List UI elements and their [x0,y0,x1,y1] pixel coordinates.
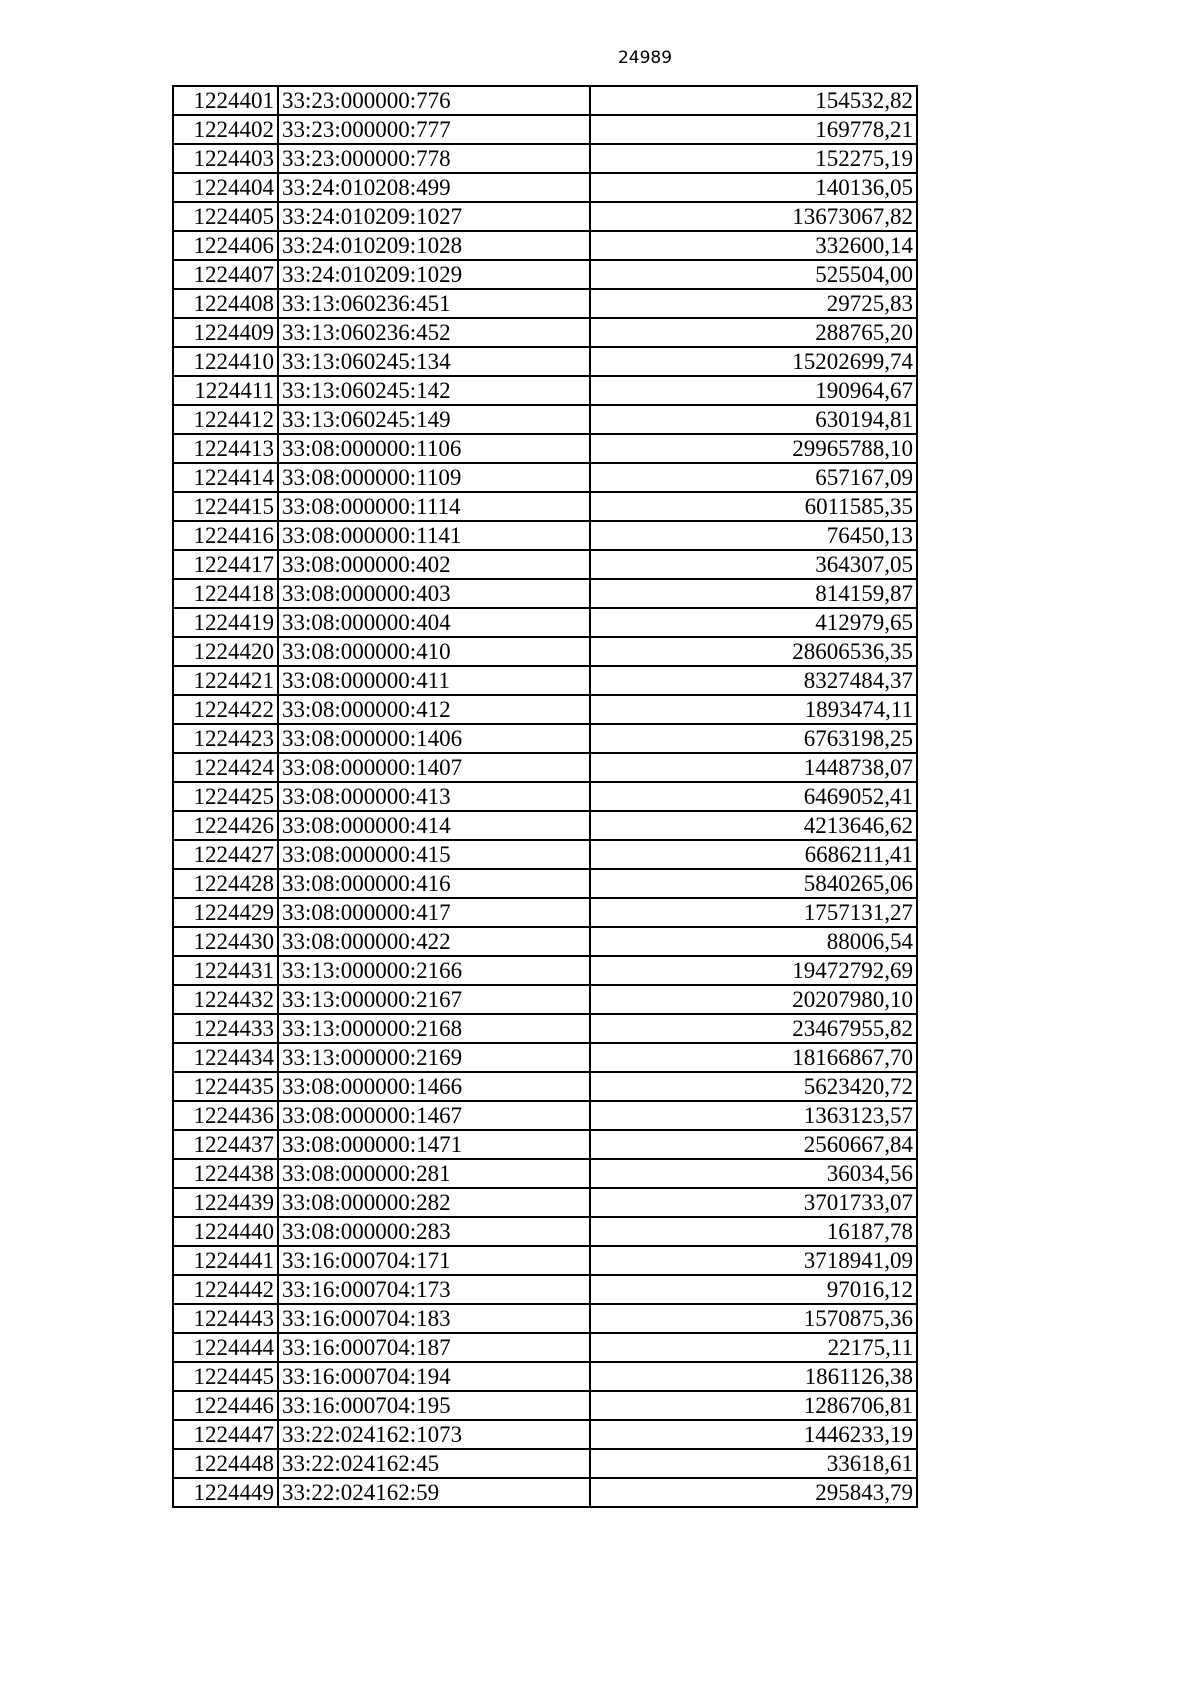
row-id-cell: 1224404 [173,173,278,202]
row-id-cell: 1224436 [173,1101,278,1130]
row-id-cell: 1224428 [173,869,278,898]
row-id-cell: 1224444 [173,1333,278,1362]
row-id-cell: 1224442 [173,1275,278,1304]
cadastral-number-cell: 33:08:000000:413 [278,782,590,811]
page-number: 24989 [617,48,673,68]
value-cell: 154532,82 [590,86,917,115]
cadastral-number-cell: 33:08:000000:1471 [278,1130,590,1159]
table-row [173,811,917,840]
table-row [173,1072,917,1101]
cadastral-number-cell: 33:23:000000:776 [278,86,590,115]
row-id-cell: 1224412 [173,405,278,434]
row-id-cell: 1224432 [173,985,278,1014]
cadastral-number-cell: 33:13:000000:2169 [278,1043,590,1072]
cadastral-number-cell: 33:08:000000:403 [278,579,590,608]
value-cell: 412979,65 [590,608,917,637]
table-row [173,869,917,898]
table-row [173,1391,917,1420]
value-cell: 6011585,35 [590,492,917,521]
table-row [173,666,917,695]
cadastral-number-cell: 33:16:000704:195 [278,1391,590,1420]
cadastral-number-cell: 33:16:000704:171 [278,1246,590,1275]
row-id-cell: 1224415 [173,492,278,521]
table-row [173,550,917,579]
value-cell: 23467955,82 [590,1014,917,1043]
value-cell: 525504,00 [590,260,917,289]
cadastral-number-cell: 33:16:000704:194 [278,1362,590,1391]
value-cell: 288765,20 [590,318,917,347]
value-cell: 1861126,38 [590,1362,917,1391]
value-cell: 169778,21 [590,115,917,144]
cadastral-number-cell: 33:08:000000:1406 [278,724,590,753]
value-cell: 332600,14 [590,231,917,260]
table-row [173,1043,917,1072]
cadastral-number-cell: 33:13:060236:451 [278,289,590,318]
value-cell: 1448738,07 [590,753,917,782]
cadastral-number-cell: 33:08:000000:282 [278,1188,590,1217]
value-cell: 4213646,62 [590,811,917,840]
value-cell: 18166867,70 [590,1043,917,1072]
cadastral-number-cell: 33:08:000000:412 [278,695,590,724]
cadastral-number-cell: 33:08:000000:1106 [278,434,590,463]
cadastral-number-cell: 33:24:010209:1029 [278,260,590,289]
value-cell: 3701733,07 [590,1188,917,1217]
value-cell: 36034,56 [590,1159,917,1188]
row-id-cell: 1224410 [173,347,278,376]
row-id-cell: 1224406 [173,231,278,260]
table-row [173,579,917,608]
value-cell: 6763198,25 [590,724,917,753]
table-row [173,753,917,782]
table-row [173,1304,917,1333]
cadastral-number-cell: 33:08:000000:411 [278,666,590,695]
row-id-cell: 1224433 [173,1014,278,1043]
table-row [173,1014,917,1043]
cadastral-number-cell: 33:13:000000:2167 [278,985,590,1014]
table-row [173,1188,917,1217]
row-id-cell: 1224438 [173,1159,278,1188]
cadastral-number-cell: 33:22:024162:59 [278,1478,590,1507]
table-row [173,840,917,869]
value-cell: 6686211,41 [590,840,917,869]
cadastral-number-cell: 33:08:000000:1466 [278,1072,590,1101]
value-cell: 1446233,19 [590,1420,917,1449]
cadastral-number-cell: 33:13:060236:452 [278,318,590,347]
table-row [173,202,917,231]
row-id-cell: 1224408 [173,289,278,318]
row-id-cell: 1224447 [173,1420,278,1449]
row-id-cell: 1224423 [173,724,278,753]
row-id-cell: 1224405 [173,202,278,231]
value-cell: 6469052,41 [590,782,917,811]
cadastral-number-cell: 33:08:000000:404 [278,608,590,637]
value-cell: 76450,13 [590,521,917,550]
row-id-cell: 1224441 [173,1246,278,1275]
table-row [173,1449,917,1478]
value-cell: 33618,61 [590,1449,917,1478]
table-row [173,1333,917,1362]
value-cell: 140136,05 [590,173,917,202]
row-id-cell: 1224435 [173,1072,278,1101]
row-id-cell: 1224420 [173,637,278,666]
table-row [173,231,917,260]
row-id-cell: 1224416 [173,521,278,550]
table-row [173,289,917,318]
value-cell: 2560667,84 [590,1130,917,1159]
cadastral-number-cell: 33:08:000000:416 [278,869,590,898]
cadastral-number-cell: 33:08:000000:422 [278,927,590,956]
row-id-cell: 1224417 [173,550,278,579]
value-cell: 88006,54 [590,927,917,956]
table-row [173,115,917,144]
value-cell: 5623420,72 [590,1072,917,1101]
table-row [173,1478,917,1507]
cadastral-number-cell: 33:22:024162:1073 [278,1420,590,1449]
cadastral-number-cell: 33:16:000704:187 [278,1333,590,1362]
table-row [173,1101,917,1130]
cadastral-number-cell: 33:16:000704:173 [278,1275,590,1304]
table-row [173,898,917,927]
value-cell: 3718941,09 [590,1246,917,1275]
cadastral-number-cell: 33:13:000000:2168 [278,1014,590,1043]
table-row [173,724,917,753]
row-id-cell: 1224434 [173,1043,278,1072]
table-row [173,173,917,202]
value-cell: 1757131,27 [590,898,917,927]
value-cell: 152275,19 [590,144,917,173]
row-id-cell: 1224446 [173,1391,278,1420]
row-id-cell: 1224426 [173,811,278,840]
value-cell: 13673067,82 [590,202,917,231]
row-id-cell: 1224401 [173,86,278,115]
cadastral-number-cell: 33:08:000000:1114 [278,492,590,521]
value-cell: 29965788,10 [590,434,917,463]
value-cell: 295843,79 [590,1478,917,1507]
row-id-cell: 1224445 [173,1362,278,1391]
table-row [173,1275,917,1304]
cadastral-number-cell: 33:13:060245:142 [278,376,590,405]
table-row [173,405,917,434]
table-body [173,86,917,1507]
cadastral-number-cell: 33:08:000000:1109 [278,463,590,492]
row-id-cell: 1224402 [173,115,278,144]
cadastral-number-cell: 33:08:000000:1467 [278,1101,590,1130]
row-id-cell: 1224429 [173,898,278,927]
cadastral-number-cell: 33:08:000000:415 [278,840,590,869]
cadastral-number-cell: 33:23:000000:777 [278,115,590,144]
value-cell: 657167,09 [590,463,917,492]
value-cell: 190964,67 [590,376,917,405]
table-row [173,347,917,376]
table-row [173,637,917,666]
table-row [173,86,917,115]
row-id-cell: 1224439 [173,1188,278,1217]
cadastral-number-cell: 33:16:000704:183 [278,1304,590,1333]
row-id-cell: 1224403 [173,144,278,173]
cadastral-number-cell: 33:24:010209:1028 [278,231,590,260]
cadastral-number-cell: 33:08:000000:1407 [278,753,590,782]
value-cell: 814159,87 [590,579,917,608]
value-cell: 1286706,81 [590,1391,917,1420]
row-id-cell: 1224414 [173,463,278,492]
cadastral-number-cell: 33:08:000000:281 [278,1159,590,1188]
cadastral-number-cell: 33:08:000000:283 [278,1217,590,1246]
row-id-cell: 1224409 [173,318,278,347]
cadastral-number-cell: 33:24:010209:1027 [278,202,590,231]
cadastral-number-cell: 33:24:010208:499 [278,173,590,202]
value-cell: 1363123,57 [590,1101,917,1130]
row-id-cell: 1224449 [173,1478,278,1507]
table-row [173,1420,917,1449]
value-cell: 20207980,10 [590,985,917,1014]
row-id-cell: 1224413 [173,434,278,463]
row-id-cell: 1224421 [173,666,278,695]
value-cell: 97016,12 [590,1275,917,1304]
table-row [173,521,917,550]
value-cell: 364307,05 [590,550,917,579]
row-id-cell: 1224448 [173,1449,278,1478]
cadastral-number-cell: 33:13:000000:2166 [278,956,590,985]
row-id-cell: 1224422 [173,695,278,724]
value-cell: 5840265,06 [590,869,917,898]
cadastral-number-cell: 33:13:060245:134 [278,347,590,376]
row-id-cell: 1224419 [173,608,278,637]
cadastral-value-table [172,85,918,1508]
table-row [173,1217,917,1246]
row-id-cell: 1224431 [173,956,278,985]
row-id-cell: 1224425 [173,782,278,811]
cadastral-number-cell: 33:13:060245:149 [278,405,590,434]
table-row [173,1362,917,1391]
table-row [173,376,917,405]
cadastral-number-cell: 33:22:024162:45 [278,1449,590,1478]
table-row [173,1246,917,1275]
cadastral-number-cell: 33:08:000000:410 [278,637,590,666]
table-row [173,260,917,289]
table-row [173,1159,917,1188]
value-cell: 630194,81 [590,405,917,434]
value-cell: 28606536,35 [590,637,917,666]
table-row [173,434,917,463]
row-id-cell: 1224430 [173,927,278,956]
table-row [173,985,917,1014]
table-row [173,463,917,492]
value-cell: 15202699,74 [590,347,917,376]
value-cell: 19472792,69 [590,956,917,985]
table-row [173,318,917,347]
table-row [173,782,917,811]
row-id-cell: 1224411 [173,376,278,405]
table-row [173,927,917,956]
table-row [173,608,917,637]
row-id-cell: 1224427 [173,840,278,869]
cadastral-number-cell: 33:08:000000:414 [278,811,590,840]
table-row [173,695,917,724]
cadastral-number-cell: 33:23:000000:778 [278,144,590,173]
cadastral-number-cell: 33:08:000000:1141 [278,521,590,550]
row-id-cell: 1224407 [173,260,278,289]
value-cell: 1893474,11 [590,695,917,724]
row-id-cell: 1224418 [173,579,278,608]
cadastral-number-cell: 33:08:000000:417 [278,898,590,927]
row-id-cell: 1224440 [173,1217,278,1246]
row-id-cell: 1224437 [173,1130,278,1159]
value-cell: 29725,83 [590,289,917,318]
cadastral-number-cell: 33:08:000000:402 [278,550,590,579]
table-row [173,956,917,985]
value-cell: 1570875,36 [590,1304,917,1333]
value-cell: 22175,11 [590,1333,917,1362]
row-id-cell: 1224443 [173,1304,278,1333]
table-row [173,1130,917,1159]
table-row [173,144,917,173]
value-cell: 8327484,37 [590,666,917,695]
value-cell: 16187,78 [590,1217,917,1246]
row-id-cell: 1224424 [173,753,278,782]
table-row [173,492,917,521]
